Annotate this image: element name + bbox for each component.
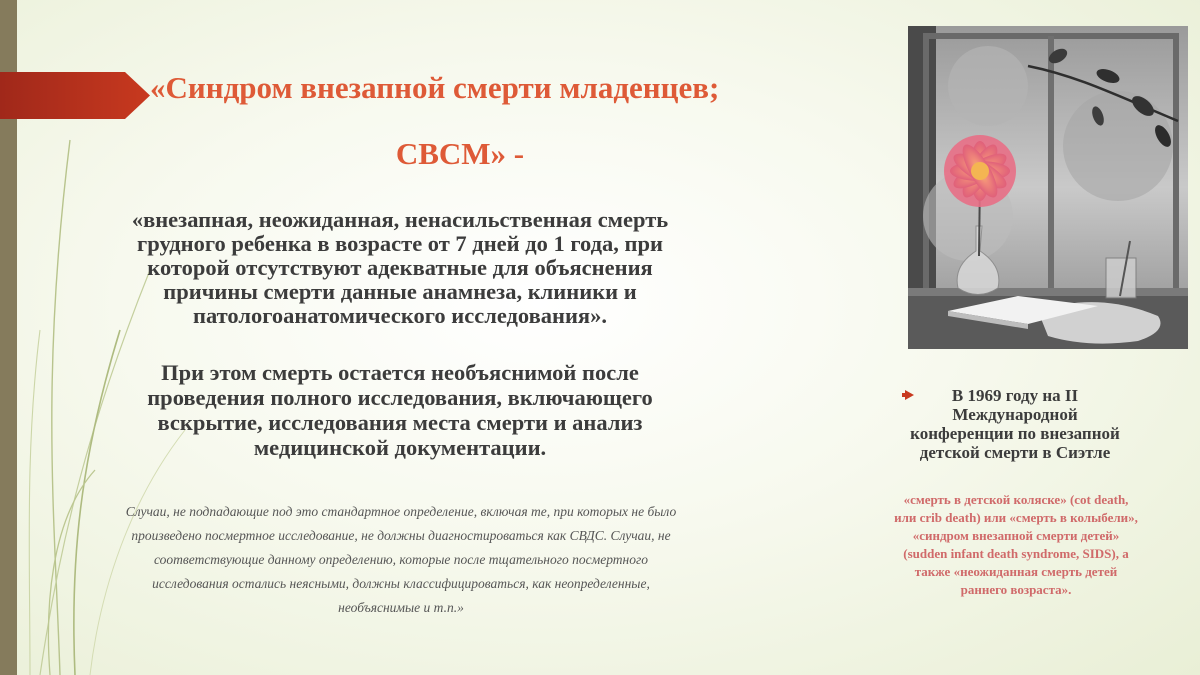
definition-line: «внезапная, неожиданная, ненасильственная смерть [131,207,669,232]
sidebar-terms [866,491,1166,599]
sidebar-heading [880,386,1150,462]
footnote-line: Случаи, не подпадающие под это стандартное определение, включая те, при которых не было [125,504,677,519]
title-marker-tab [0,72,150,119]
definition-line: патологоанатомического исследования». [193,303,607,328]
sidebar-terms-line: раннего возраста». [960,582,1072,597]
sidebar-terms-line: также «неожиданная смерть детей [914,564,1118,579]
explanation-line: вскрытие, исследования места смерти и анализ [157,410,643,435]
sidebar-terms-line: «синдром внезапной смерти детей» [912,528,1120,543]
sidebar-heading-line: детской смерти в Сиэтле [919,443,1111,462]
footnote-line: исследования остались неясными, должны классифицироваться, как неопределенные, [152,576,650,591]
footnote-line: необъяснимые и т.п.» [338,600,464,615]
sidebar-heading-line: В 1969 году на II [951,386,1079,405]
sidebar-heading-line: конференции по внезапной [910,424,1120,443]
sidebar-terms-line: или crib death) или «смерть в колыбели», [894,510,1138,525]
definition-line: причины смерти данные анамнеза, клиники и [163,279,637,304]
explanation-line: При этом смерть остается необъяснимой после [161,360,639,385]
definition-text [105,208,695,328]
definition-line: которой отсутствуют адекватные для объяснения [147,255,653,280]
footnote-line: соответствующие данному определению, которые после тщательного посмертного [153,552,648,567]
definition-line: грудного ребенка в возрасте от 7 дней до 1 года, при [137,231,663,256]
dahlia-photo [908,26,1188,349]
sidebar-terms-line: «смерть в детской коляске» (cot death, [903,492,1129,507]
title-line-2: СВСМ» - [395,136,525,171]
sidebar-heading-line: Международной [952,405,1078,424]
explanation-line: проведения полного исследования, включающего [147,385,653,410]
explanation-text [105,360,695,460]
sidebar-terms-line: (sudden infant death syndrome, SIDS), а [903,546,1129,561]
explanation-line: медицинской документации. [253,435,547,460]
footnote-text [118,500,684,620]
title-line-1: «Синдром внезапной смерти младенцев; [150,70,720,105]
footnote-line: произведено посмертное исследование, не должны диагностироваться как СВДС. Случаи, не [131,528,671,543]
